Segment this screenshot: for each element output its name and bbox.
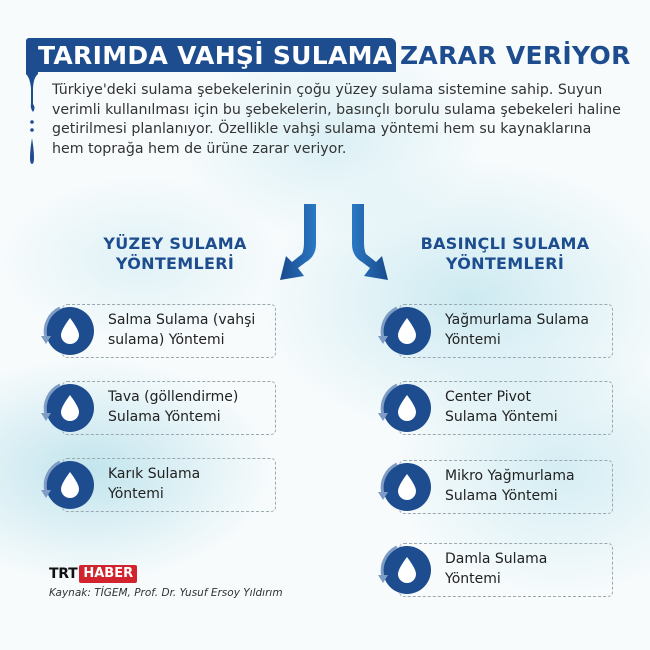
logo-haber: HABER bbox=[79, 565, 137, 583]
water-drop-icon bbox=[38, 300, 100, 362]
water-drop-icon bbox=[375, 456, 437, 518]
water-drop-icon bbox=[375, 300, 437, 362]
water-drop-icon bbox=[375, 539, 437, 601]
list-item-mikro bbox=[375, 460, 613, 514]
list-item-salma bbox=[38, 304, 276, 358]
list-item-karik bbox=[38, 458, 276, 512]
trt-haber-logo bbox=[49, 565, 137, 583]
intro-paragraph: Türkiye'deki sulama şebekelerinin çoğu yüzey sulama sistemine sahip. Suyun verimli kullanılması için bu şebekelerin, basınçlı borulu sulama şebekeleri haline getirilmesi planlanıyor. Özellikle vahşi sulama yöntemi hem su kaynaklarına hem toprağa hem de ürüne zarar veriyor. bbox=[52, 82, 621, 157]
item-label: Tava (göllendirme) Sulama Yöntemi bbox=[108, 389, 239, 425]
source-credit: Kaynak: TİGEM, Prof. Dr. Yusuf Ersoy Yıldırım bbox=[49, 587, 283, 599]
item-label: Yağmurlama Sulama Yöntemi bbox=[445, 312, 589, 348]
left-column-title: YÜZEY SULAMA YÖNTEMLERİ bbox=[103, 234, 247, 273]
water-drop-icon bbox=[38, 454, 100, 516]
right-column-title: BASINÇLI SULAMA YÖNTEMLERİ bbox=[420, 234, 590, 273]
water-drop-icon bbox=[38, 377, 100, 439]
arrow-down-right-icon bbox=[346, 204, 390, 284]
list-item-yagmurlama bbox=[375, 304, 613, 358]
logo-trt: TRT bbox=[49, 566, 78, 582]
page-title-rest: ZARAR VERİYOR bbox=[400, 41, 631, 70]
water-drop-icon bbox=[375, 377, 437, 439]
arrow-down-left-icon bbox=[278, 204, 322, 284]
list-item-center-pivot bbox=[375, 381, 613, 435]
item-label: Salma Sulama (vahşi sulama) Yöntemi bbox=[108, 312, 256, 348]
water-drip-icon bbox=[24, 70, 40, 170]
item-label: Mikro Yağmurlama Sulama Yöntemi bbox=[445, 468, 575, 504]
item-label: Center Pivot Sulama Yöntemi bbox=[445, 389, 558, 425]
list-item-damla bbox=[375, 543, 613, 597]
list-item-tava bbox=[38, 381, 276, 435]
item-label: Karık Sulama Yöntemi bbox=[108, 466, 201, 502]
page-title-highlight: TARIMDA VAHŞİ SULAMA bbox=[38, 41, 393, 70]
item-label: Damla Sulama Yöntemi bbox=[445, 551, 548, 587]
